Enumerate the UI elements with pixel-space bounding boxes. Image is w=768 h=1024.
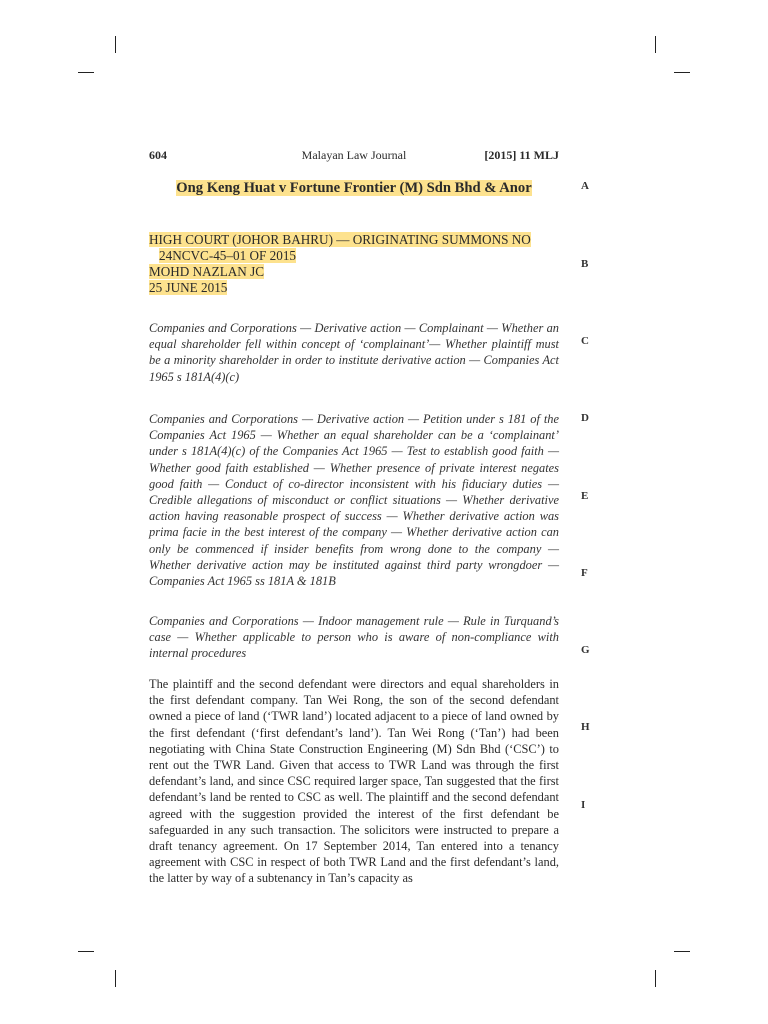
margin-letter: H: [581, 721, 590, 733]
margin-letter: E: [581, 490, 589, 502]
catchword-paragraph: Companies and Corporations — Derivative action — Complainant — Whether an equal shareholder fell within concept of ‘complainant’— Whether plaintiff must be a minority shareholder in order to institute derivative action — Companies Act 1965 s 181A(4)(c): [149, 321, 559, 384]
crop-mark: [115, 970, 116, 987]
running-header: [149, 148, 559, 164]
margin-letter: F: [581, 567, 588, 579]
judgment-date: 25 JUNE 2015: [149, 280, 228, 295]
case-title-text: Ong Keng Huat v Fortune Frontier (M) Sdn Bhd & Anor: [176, 180, 532, 196]
crop-mark: [674, 951, 690, 952]
suit-number: 24NCVC-45–01 OF 2015: [159, 248, 297, 263]
crop-mark: [115, 36, 116, 53]
margin-letter: G: [581, 644, 590, 656]
crop-mark: [674, 72, 690, 73]
margin-letter: I: [581, 799, 586, 811]
margin-letter: C: [581, 335, 589, 347]
margin-letter: B: [581, 258, 589, 270]
crop-mark: [655, 970, 656, 987]
catchword-paragraph: Companies and Corporations — Indoor management rule — Rule in Turquand’s case — Whether applicable to person who is aware of non-compliance with internal procedures: [149, 614, 559, 661]
crop-mark: [655, 36, 656, 53]
court-info: [149, 232, 569, 296]
margin-letter: A: [581, 180, 589, 192]
catchword-paragraph: Companies and Corporations — Derivative action — Petition under s 181 of the Companies Act 1965 — Whether an equal shareholder can be a ‘complainant’ under s 181A(4)(c) of the Companies Act 1965 — Test to establish good faith — Whether good faith established — Whether presence of private interest negates good faith — Conduct of co-director inconsistent with his fiduciary duties — Credible allegations of misconduct or conflict situations — Whether derivative action having reasonable prospect of success — Whether derivative action was prima facie in the best interest of the company — Whether derivative action can only be commenced if insider benefits from wrong done to the company — Whether derivative action may be instituted against third party wrongdoer — Companies Act 1965 ss 181A & 181B: [149, 412, 559, 589]
judge-name: MOHD NAZLAN JC: [149, 264, 265, 279]
margin-letter: D: [581, 412, 589, 424]
crop-mark: [78, 72, 94, 73]
page-number: 604: [149, 148, 167, 162]
court-line: HIGH COURT (JOHOR BAHRU) — ORIGINATING SUMMONS NO: [149, 232, 531, 247]
case-title: [149, 180, 559, 197]
citation: [2015] 11 MLJ: [484, 148, 559, 162]
journal-name: Malayan Law Journal: [301, 148, 407, 162]
headnote-body: The plaintiff and the second defendant were directors and equal shareholders in the first defendant company. Tan Wei Rong, the son of the second defendant owned a piece of land (‘TWR land’) located adjacent to a piece of land owned by the first defendant (‘first defendant’s land’). Tan Wei Rong (‘Tan’) had been negotiating with China State Construction Engineering (M) Sdn Bhd (‘CSC’) to rent out the TWR Land. Given that access to TWR Land was through the first defendant’s land, and since CSC required larger space, Tan suggested that the first defendant’s land be rented to CSC as well. The plaintiff and the second defendant agreed with the suggestion provided the interest of the first defendant be safeguarded in any such transaction. The solicitors were instructed to prepare a draft tenancy agreement. On 17 September 2014, Tan entered into a tenancy agreement with CSC in respect of both TWR Land and the first defendant’s land, the latter by way of a subtenancy in Tan’s capacity as: [149, 677, 559, 886]
crop-mark: [78, 951, 94, 952]
